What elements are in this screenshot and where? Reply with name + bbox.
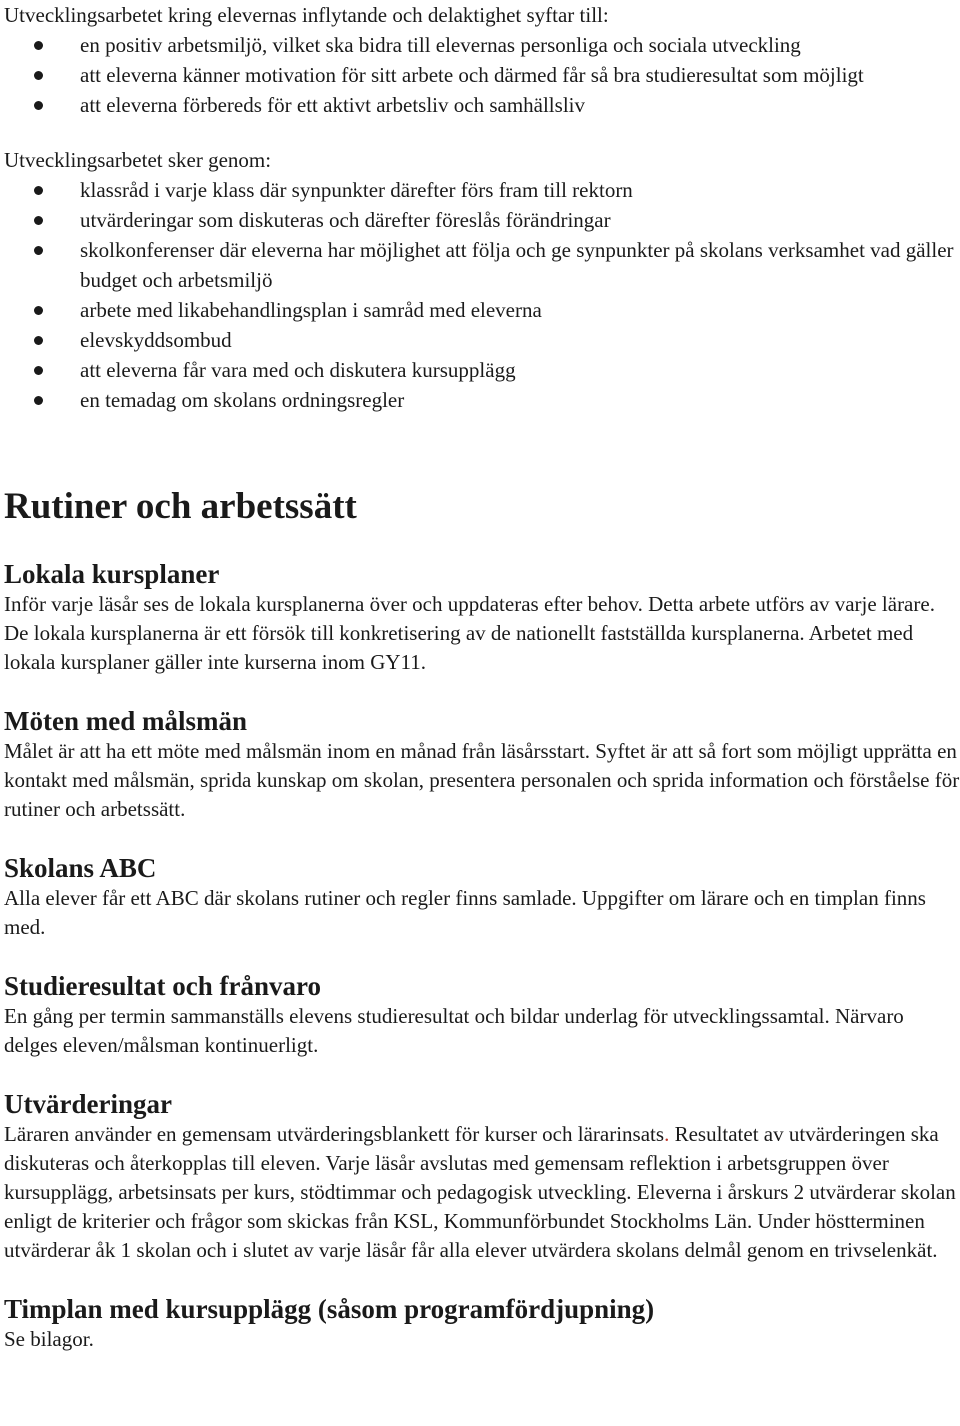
- lokala-kursplaner-text: Inför varje läsår ses de lokala kursplanerna över och uppdateras efter behov. Detta arbete utförs av varje lärare. De lokala kursplanerna är ett försök till konkretisering av de nationellt fastställda kursplanerna. Arbetet med lokala kursplaner gäller inte kurserna inom GY11.: [4, 592, 935, 674]
- list-item-text: arbete med likabehandlingsplan i samråd med eleverna: [80, 298, 542, 322]
- section2-intro: Utvecklingsarbetet sker genom:: [4, 148, 272, 172]
- studieresultat-text: En gång per termin sammanställs elevens studieresultat och bildar underlag för utvecklingssamtal. Närvaro delges eleven/målsman kontinuerligt.: [4, 1004, 904, 1057]
- moten-text: Målet är att ha ett möte med målsmän inom en månad från läsårsstart. Syftet är att så fort som möjligt upprätta en kontakt med målsmän, sprida kunskap om skolan, presentera personalen och sprida information och förståelse för rutiner och arbetssätt.: [4, 739, 960, 821]
- bullet-icon: [34, 101, 43, 110]
- utvarderingar-heading: Utvärderingar: [4, 1089, 172, 1119]
- list-item-text: en positiv arbetsmiljö, vilket ska bidra till elevernas personliga och sociala utveckling: [80, 33, 801, 57]
- list-item-text: skolkonferenser där eleverna har möjlighet att följa och ge synpunkter på skolans verksamhet vad gäller budget och arbetsmiljö: [80, 238, 954, 292]
- list-item: [80, 60, 960, 90]
- bullet-icon: [34, 396, 43, 405]
- bullet-icon: [34, 246, 43, 255]
- timplan-heading: Timplan med kursupplägg (såsom programfördjupning): [4, 1294, 655, 1324]
- list-item: [80, 235, 960, 295]
- list-item: [80, 385, 960, 415]
- utvarderingar-text-part2: Resultatet av utvärderingen ska diskuteras och återkopplas till eleven. Varje läsår avslutas med gemensam reflektion i arbetsgruppen över kursupplägg, arbetsinsats per kurs, stödtimmar och pedagogisk utveckling. Eleverna i årskurs 2 utvärderar skolan enligt de kriterier och frågor som skickas från KSL, Kommunförbundet Stockholms Län. Under höstterminen utvärderar åk 1 skolan och i slutet av varje läsår får alla elever utvärdera skolans delmål genom en trivselenkät.: [4, 1122, 956, 1262]
- utvarderingar-text-red-period: .: [664, 1122, 670, 1146]
- list-item-text: att eleverna får vara med och diskutera kursupplägg: [80, 358, 516, 382]
- timplan-text: Se bilagor.: [4, 1327, 94, 1351]
- list-item: [80, 175, 960, 205]
- list-item: [80, 325, 960, 355]
- section1-intro: Utvecklingsarbetet kring elevernas inflytande och delaktighet syftar till:: [4, 3, 609, 27]
- studieresultat-heading: Studieresultat och frånvaro: [4, 971, 321, 1001]
- list-item-text: klassråd i varje klass där synpunkter därefter förs fram till rektorn: [80, 178, 633, 202]
- bullet-icon: [34, 336, 43, 345]
- utvarderingar-text-part1: Läraren använder en gemensam utvärderingsblankett för kurser och lärarinsats: [4, 1122, 665, 1146]
- list-item: [80, 295, 960, 325]
- list-item-text: att eleverna känner motivation för sitt arbete och därmed får så bra studieresultat som möjligt: [80, 63, 864, 87]
- section2-list: [4, 175, 960, 415]
- list-item: [80, 90, 960, 120]
- list-item-text: utvärderingar som diskuteras och därefter föreslås förändringar: [80, 208, 611, 232]
- bullet-icon: [34, 216, 43, 225]
- bullet-icon: [34, 366, 43, 375]
- abc-text: Alla elever får ett ABC där skolans rutiner och regler finns samlade. Uppgifter om lärare och en timplan finns med.: [4, 886, 926, 939]
- bullet-icon: [34, 41, 43, 50]
- list-item: [80, 205, 960, 235]
- moten-heading: Möten med målsmän: [4, 706, 247, 736]
- bullet-icon: [34, 186, 43, 195]
- main-heading: Rutiner och arbetssätt: [4, 486, 357, 527]
- bullet-icon: [34, 71, 43, 80]
- list-item: [80, 355, 960, 385]
- list-item-text: en temadag om skolans ordningsregler: [80, 388, 405, 412]
- bullet-icon: [34, 306, 43, 315]
- list-item-text: elevskyddsombud: [80, 328, 232, 352]
- list-item: [80, 30, 960, 60]
- utvarderingar-text: [4, 1120, 960, 1265]
- section1-list: [4, 30, 960, 120]
- lokala-kursplaner-heading: Lokala kursplaner: [4, 559, 220, 589]
- list-item-text: att eleverna förbereds för ett aktivt arbetsliv och samhällsliv: [80, 93, 585, 117]
- abc-heading: Skolans ABC: [4, 853, 157, 883]
